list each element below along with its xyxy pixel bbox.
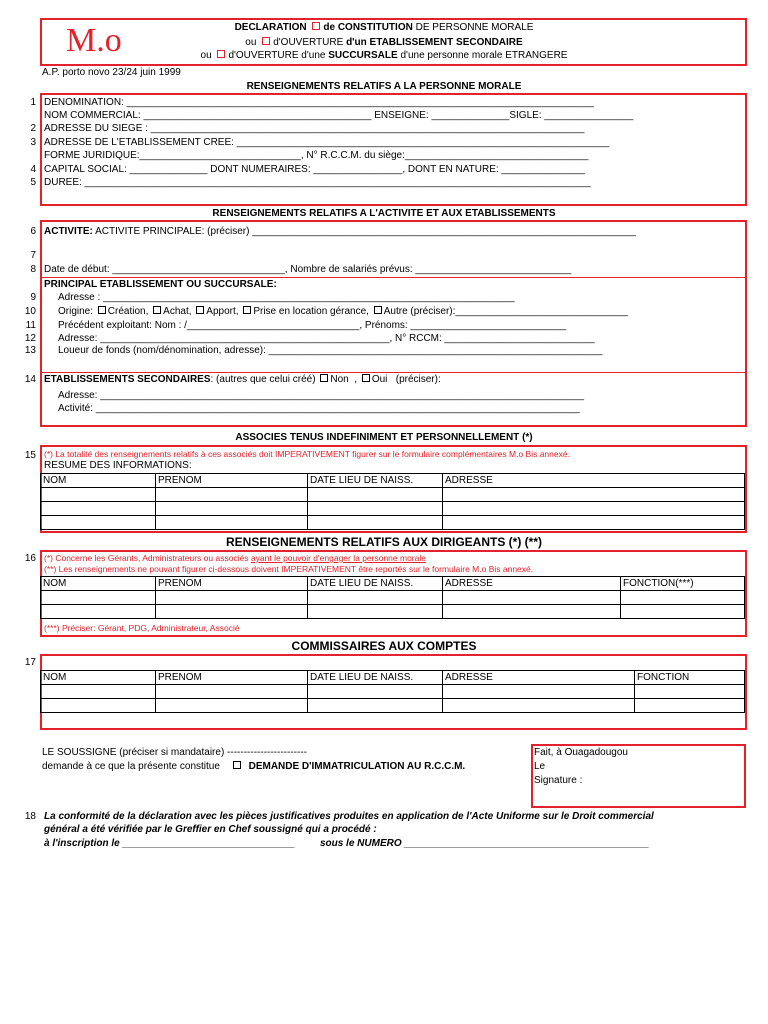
col-prenom: PRENOM <box>156 474 308 488</box>
section2-title: RENSEIGNEMENTS RELATIFS A L'ACTIVITE ET AUX ETABLISSEMENTS <box>212 208 556 219</box>
table-header-row <box>41 577 745 591</box>
col-prenom: PRENOM <box>156 577 308 591</box>
row-num-18: 18 <box>24 811 36 822</box>
section4-note-2: (**) Les renseignements ne pouvant figurer ci-dessous doivent IMPERATIVEMENT être reportés sur le formulaire M.o Bis annexé. <box>44 564 534 574</box>
origine-apport-checkbox[interactable] <box>196 306 204 314</box>
precedent-exploitant-field[interactable]: Précédent exploitant: Nom : /_______________________________, Prénoms: ____________________________ <box>58 320 567 331</box>
row-num-12: 12 <box>24 333 36 344</box>
row-num: 5 <box>30 177 36 188</box>
table-row[interactable] <box>41 516 745 530</box>
table-header-row <box>41 474 745 488</box>
table-row[interactable] <box>41 699 745 713</box>
demande-immatriculation-checkbox[interactable] <box>233 761 241 769</box>
row-num: 4 <box>30 164 36 175</box>
section4-note-1: (*) Concerne les Gérants, Administrateurs ou associés ayant le pouvoir d'engager la personne morale <box>44 553 426 563</box>
col-adresse: ADRESSE <box>443 474 745 488</box>
activite-principale-field[interactable]: ACTIVITE PRINCIPALE: (préciser) _____________________________________________________________________ <box>95 226 636 237</box>
inscription-numero-field[interactable]: sous le NUMERO ____________________________________________ <box>319 838 650 849</box>
dirigeants-table <box>40 576 745 619</box>
row-num-10: 10 <box>24 306 36 317</box>
le-date-field[interactable]: Le <box>534 761 546 772</box>
table-row[interactable] <box>41 605 745 619</box>
section4-note-3: (***) Préciser: Gérant, PDG, Administrateur, Associé <box>44 623 240 633</box>
origine-autre-checkbox[interactable] <box>374 306 382 314</box>
section1-field[interactable]: ADRESSE DE L'ETABLISSEMENT CREE: ___________________________________________________________________ <box>44 137 610 148</box>
conformite-line-3 <box>44 838 649 849</box>
row-num-15: 15 <box>24 450 36 461</box>
table-row[interactable] <box>41 685 745 699</box>
col-adresse: ADRESSE <box>443 577 621 591</box>
etab-non-checkbox[interactable] <box>320 374 328 382</box>
etab-oui-checkbox[interactable] <box>362 374 370 382</box>
col-date-lieu: DATE LIEU DE NAISS. <box>308 474 443 488</box>
row-num: 2 <box>30 123 36 134</box>
col-date-lieu: DATE LIEU DE NAISS. <box>308 577 443 591</box>
col-fonction: FONCTION(***) <box>621 577 745 591</box>
row-num-13: 13 <box>24 345 36 356</box>
section2-divider-2 <box>40 372 747 373</box>
loueur-fonds-field[interactable]: Loueur de fonds (nom/dénomination, adresse): ____________________________________________________________ <box>58 345 603 356</box>
section1-field[interactable]: NOM COMMERCIAL: _________________________________________ ENSEIGNE: ______________SIGLE: ________________ <box>44 110 634 121</box>
section5-title: COMMISSAIRES AUX COMPTES <box>291 639 477 653</box>
etab-adresse-field[interactable]: Adresse: _______________________________________________________________________________________ <box>58 390 585 401</box>
section2-divider-1 <box>40 277 747 278</box>
etab-activite-field[interactable]: Activité: _______________________________________________________________________________________ <box>58 403 580 414</box>
conformite-line-2: général a été vérifiée par le Greffier en Chef soussigné qui a procédé : <box>44 824 377 835</box>
ouverture-etablissement-checkbox[interactable] <box>262 37 270 45</box>
associes-table <box>40 473 745 530</box>
row-num-9: 9 <box>30 292 36 303</box>
section1-title: RENSEIGNEMENTS RELATIFS A LA PERSONNE MORALE <box>246 81 522 92</box>
row-num-6: 6 <box>30 226 36 237</box>
col-nom: NOM <box>41 474 156 488</box>
section3-note: (*) La totalité des renseignements relatifs à ces associés doit IMPERATIVEMENT figurer sur le formulaire complémentaires M.o Bis annexé. <box>44 449 570 459</box>
row-num: 1 <box>30 97 36 108</box>
col-fonction: FONCTION <box>635 671 745 685</box>
section1-field[interactable]: FORME JURIDIQUE:_____________________________, N° R.C.C.M. du siège:_________________________________ <box>44 150 589 161</box>
constitution-checkbox[interactable] <box>312 22 320 30</box>
inscription-date-field[interactable]: à l'inscription le _______________________________ <box>44 838 295 849</box>
soussigne-field[interactable]: LE SOUSSIGNE (préciser si mandataire) ------------------------ <box>42 747 307 758</box>
table-header-row <box>41 671 745 685</box>
form-logo: M.o <box>66 22 122 59</box>
col-nom: NOM <box>41 577 156 591</box>
row-num: 3 <box>30 137 36 148</box>
row-num-7: 7 <box>30 250 36 261</box>
precedent-adresse-field[interactable]: Adresse: ____________________________________________________, N° RCCM: ___________________________ <box>58 333 595 344</box>
row-num-11: 11 <box>25 320 36 331</box>
commissaires-table <box>40 670 745 713</box>
row-num-8: 8 <box>30 264 36 275</box>
col-adresse: ADRESSE <box>443 671 635 685</box>
section4-title: RENSEIGNEMENTS RELATIFS AUX DIRIGEANTS (*) (**) <box>225 535 542 549</box>
resume-informations: RESUME DES INFORMATIONS: <box>44 460 192 471</box>
table-row[interactable] <box>41 591 745 605</box>
col-date-lieu: DATE LIEU DE NAISS. <box>308 671 443 685</box>
table-row[interactable] <box>41 502 745 516</box>
col-prenom: PRENOM <box>156 671 308 685</box>
signature-field[interactable]: Signature : <box>534 775 583 786</box>
header-line-1: DECLARATION de CONSTITUTION DE PERSONNE MORALE <box>234 22 534 33</box>
section1-field[interactable]: DENOMINATION: ____________________________________________________________________________________ <box>44 97 594 108</box>
etablissements-secondaires-row: ETABLISSEMENTS SECONDAIRES: (autres que celui créé) Non , Oui (préciser): <box>44 374 441 385</box>
origine-row: Origine: Création, Achat, Apport, Prise en location gérance, Autre (préciser):_______________________________ <box>58 306 628 317</box>
header-line-3: ou d'OUVERTURE d'une SUCCURSALE d'une personne morale ETRANGERE <box>200 50 568 61</box>
section3-title: ASSOCIES TENUS INDEFINIMENT ET PERSONNELLEMENT (*) <box>235 432 533 443</box>
section1-field[interactable]: DUREE: ___________________________________________________________________________________________ <box>44 177 591 188</box>
header-line-2: ou d'OUVERTURE d'un ETABLISSEMENT SECONDAIRE <box>245 37 523 48</box>
principal-etablissement-title: PRINCIPAL ETABLISSEMENT OU SUCCURSALE: <box>44 279 277 290</box>
ap-reference: A.P. porto novo 23/24 juin 1999 <box>42 67 181 78</box>
row-num-16: 16 <box>24 553 36 564</box>
activite-row: ACTIVITE: ACTIVITE PRINCIPALE: (préciser) _____________________________________________________________________ <box>44 226 636 237</box>
principal-adresse-field[interactable]: Adresse : __________________________________________________________________________ <box>58 292 515 303</box>
table-row[interactable] <box>41 488 745 502</box>
conformite-line-1: La conformité de la déclaration avec les pièces justificatives produites en application de l'Acte Uniforme sur le Droit commercial <box>44 811 654 822</box>
row-num-17: 17 <box>24 657 36 668</box>
row-num-14: 14 <box>24 374 36 385</box>
demande-row: demande à ce que la présente constitue DEMANDE D'IMMATRICULATION AU R.C.C.M. <box>42 761 466 772</box>
date-debut-field[interactable]: Date de début: _______________________________, Nombre de salariés prévus: ____________________________ <box>44 264 572 275</box>
section1-field[interactable]: ADRESSE DU SIEGE : ______________________________________________________________________________ <box>44 123 585 134</box>
origine-achat-checkbox[interactable] <box>153 306 161 314</box>
col-nom: NOM <box>41 671 156 685</box>
origine-creation-checkbox[interactable] <box>98 306 106 314</box>
origine-location-gerance-checkbox[interactable] <box>243 306 251 314</box>
fait-a: Fait, à Ouagadougou <box>534 747 628 758</box>
section1-field[interactable]: CAPITAL SOCIAL: ______________ DONT NUMERAIRES: ________________, DONT EN NATURE: _______________ <box>44 164 585 175</box>
ouverture-succursale-checkbox[interactable] <box>217 50 225 58</box>
